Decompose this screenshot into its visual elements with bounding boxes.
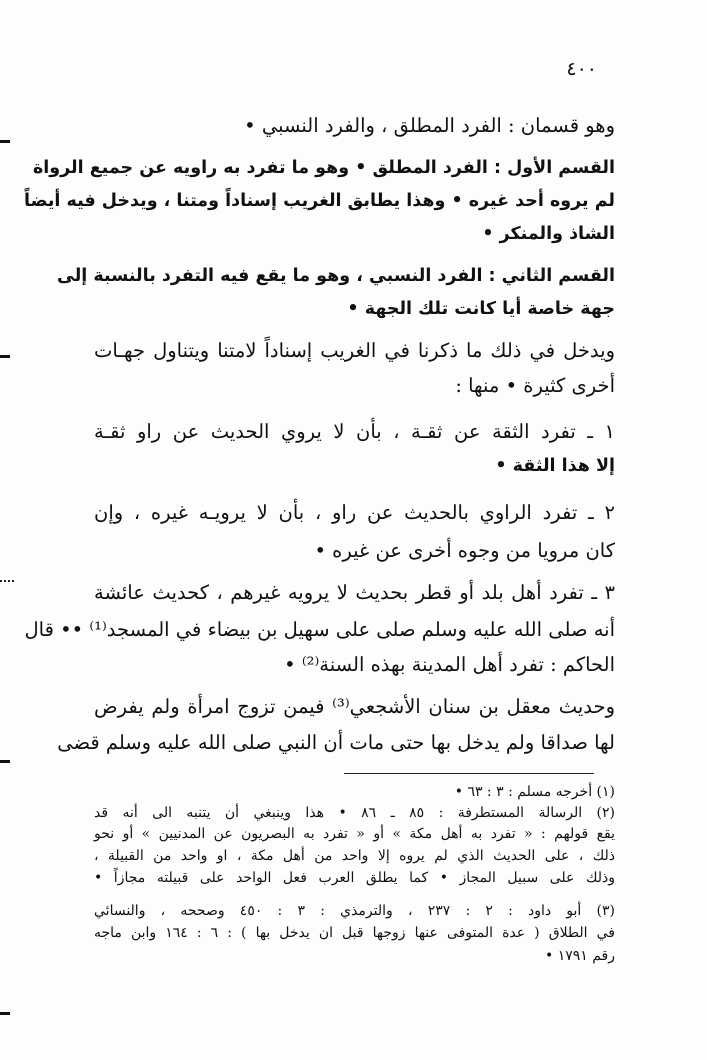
body-line: ١ ـ تفرد الثقة عن ثقـة ، بأن لا يروي الحديث عن راو ثقـة — [94, 420, 615, 443]
body-line: القسم الثاني : الفرد النسبي ، وهو ما يقع فيه التفرد بالنسبة إلى — [56, 266, 615, 286]
body-line: أنه صلى الله عليه وسلم صلى على سهيل بن بيضاء في المسجد⁽¹⁾ •• قال — [24, 618, 615, 641]
margin-mark — [0, 1012, 10, 1015]
body-line: ويدخل في ذلك ما ذكرنا في الغريب إسناداً لامتنا ويتناول جهـات — [94, 339, 615, 362]
footnote-line: في الطلاق ( عدة المتوفى عنها زوجها قبل ان يدخل بها ) : ٦ : ١٦٤ وابن ماجه — [94, 925, 615, 941]
body-line: وحديث معقل بن سنان الأشجعي⁽³⁾ فيمن تزوج امرأة ولم يفرض — [94, 695, 616, 718]
body-line: لها صداقا ولم يدخل بها حتى مات أن النبي صلى الله عليه وسلم قضى — [57, 731, 615, 754]
margin-mark — [0, 140, 10, 143]
body-line: الحاكم : تفرد أهل المدينة بهذه السنة⁽²⁾ • — [284, 653, 615, 676]
body-line: الشاذ والمنكر • — [482, 224, 615, 244]
footnote-line: ذلك ، على الحديث الذي لم يروه إلا واحد من أهل مكة ، او واحد من القبيلة ، — [94, 848, 615, 864]
body-line: كان مرويا من وجوه أخرى عن غيره • — [314, 539, 615, 562]
margin-mark — [0, 760, 10, 763]
body-line: لم يروه أحد غيره • وهذا يطابق الغريب إسناداً ومتنا ، ويدخل فيه أيضاً — [24, 191, 615, 211]
footnote-line: (١) أخرجه مسلم : ٣ : ٦٣ • — [454, 784, 615, 800]
margin-mark — [0, 355, 10, 358]
body-line: القسم الأول : الفرد المطلق • وهو ما تفرد به راويه عن جميع الرواة — [32, 158, 615, 178]
page-number: ٤٠٠ — [566, 58, 597, 80]
footnote-line: (٣) أبو داود : ٢ : ٢٣٧ ، والترمذي : ٣ : ٤٥٠ وصححه ، والنسائي — [94, 903, 615, 919]
body-line: إلا هذا الثقة • — [495, 456, 615, 476]
footnote-line: يقع قولهم : « تفرد به أهل مكة » أو « تفرد به البصريون عن المدنيين » أو نحو — [94, 826, 615, 842]
body-line: أخرى كثيرة • منها : — [455, 374, 615, 397]
body-line: ٣ ـ تفرد أهل بلد أو قطر بحديث لا يرويه غيرهم ، كحديث عائشة — [94, 581, 615, 604]
footnote-line: (٢) الرسالة المستطرفة : ٨٥ ـ ٨٦ • هذا وينبغي أن يتنبه الى أنه قد — [94, 805, 616, 821]
body-line: وهو قسمان : الفرد المطلق ، والفرد النسبي • — [244, 114, 615, 137]
footnote-line: رقم ١٧٩١ • — [544, 948, 615, 964]
body-line: ٢ ـ تفرد الراوي بالحديث عن راو ، بأن لا يرويـه غيره ، وإن — [94, 501, 615, 524]
footnote-separator — [344, 773, 594, 774]
margin-dots — [0, 580, 14, 582]
body-line: جهة خاصة أيا كانت تلك الجهة • — [347, 299, 615, 319]
footnote-line: وذلك على سبيل المجاز • كما يطلق العرب فعل الواحد على قبيلته مجازاً • — [94, 870, 615, 886]
